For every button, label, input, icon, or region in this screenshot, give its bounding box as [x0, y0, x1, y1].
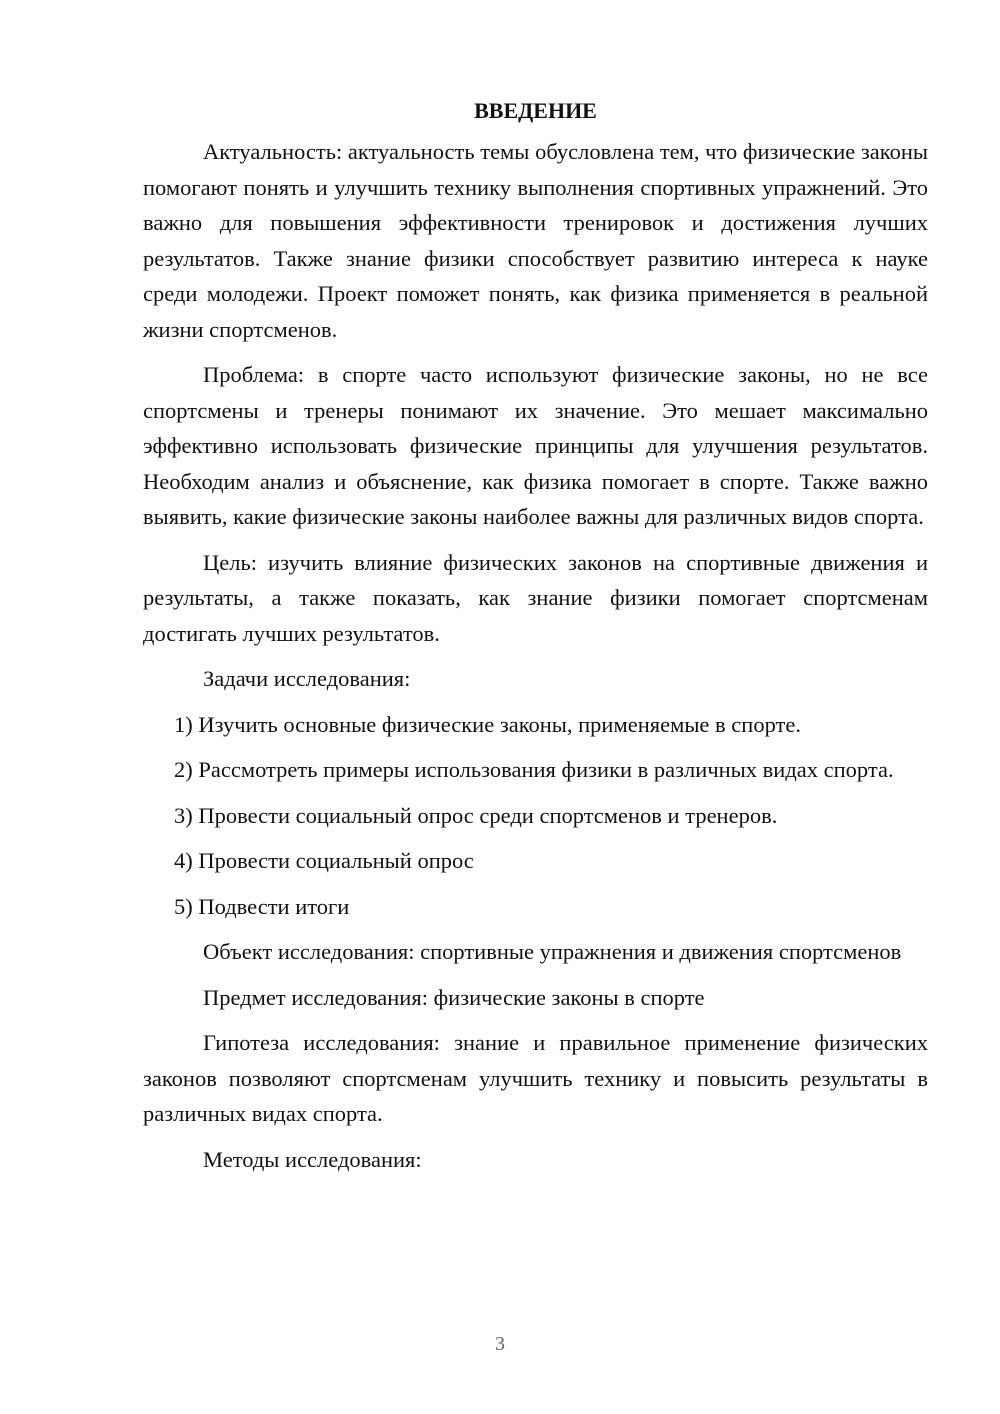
methods-heading: Методы исследования: [203, 1146, 422, 1172]
task-item-2: 2) Рассмотреть примеры использования физики в различных видах спорта. [174, 757, 894, 782]
page-title: ВВЕДЕНИЕ [474, 98, 597, 123]
goal-paragraph: Цель: изучить влияние физических законов на спортивные движения и результаты, а также показать, как знание физики помогает спортсменам достигать лучших результатов. [143, 549, 928, 646]
task-item-4: 4) Провести социальный опрос [174, 848, 474, 873]
task-item-3: 3) Провести социальный опрос среди спортсменов и тренеров. [174, 802, 778, 828]
task-item-5: 5) Подвести итоги [174, 893, 350, 919]
page-number: 3 [495, 1333, 505, 1355]
document-body [143, 96, 928, 1187]
subject-paragraph: Предмет исследования: физические законы в спорте [203, 984, 705, 1010]
tasks-heading: Задачи исследования: [203, 666, 411, 691]
task-item-1: 1) Изучить основные физические законы, применяемые в спорте. [174, 711, 801, 737]
relevance-paragraph: Актуальность: актуальность темы обусловлена тем, что физические законы помогают понять и улучшить технику выполнения спортивных упражнений. Это важно для повышения эффективности тренировок и достижения лучших результатов. Также знание физики способствует развитию интереса к науке среди молодежи. Проект поможет понять, как физика применяется в реальной жизни спортсменов. [143, 139, 928, 342]
object-paragraph: Объект исследования: спортивные упражнения и движения спортсменов [203, 939, 902, 964]
problem-paragraph: Проблема: в спорте часто используют физические законы, но не все спортсмены и тренеры понимают их значение. Это мешает максимально эффективно использовать физические принципы для улучшения результатов. Необходим анализ и объяснение, как физика помогает в спорте. Также важно выявить, какие физические законы наиболее важны для различных видов спорта. [143, 362, 928, 529]
hypothesis-paragraph: Гипотеза исследования: знание и правильное применение физических законов позволяют спортсменам улучшить технику и повысить результаты в различных видах спорта. [143, 1030, 928, 1126]
